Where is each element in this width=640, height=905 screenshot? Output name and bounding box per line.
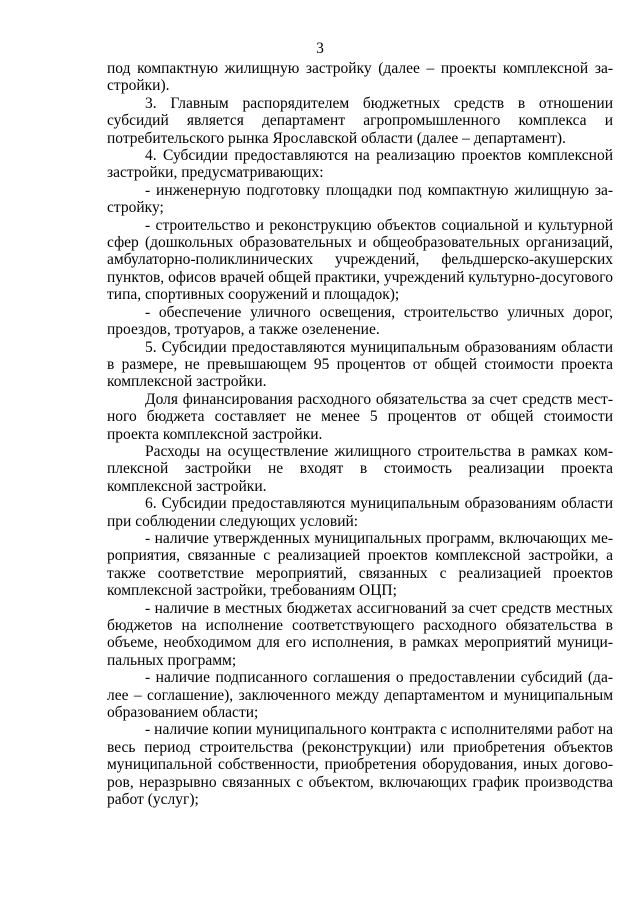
paragraph-item-6: 6. Субсидии предоставляются муниципальным образованиям области при соблюдении следующих условий:: [107, 495, 613, 530]
list-item-street-lighting: - обеспечение уличного освещения, строительство уличных дорог, проездов, тротуаров, а также озеленение.: [107, 303, 613, 339]
paragraph-item-5: 5. Субсидии предоставляются муниципальным образованиям области в размере, не превышающем 95 процентов от общей стоимости проекта комплексной застройки.: [107, 338, 613, 391]
list-item-budget-allocations: - наличие в местных бюджетах ассигнований за счет средств местных бюджетов на исполнение соответствующего расходного обязательства в объеме, необходимом для его исполнения, в рамках мероприятий муниципальных программ;: [107, 599, 613, 669]
list-item-engineering-preparation: - инженерную подготовку площадки под компактную жилищную застройку;: [107, 181, 613, 217]
list-item-municipal-contract: - наличие копии муниципального контракта с исполнителями работ на весь период строительства (реконструкции) или приобретения объектов муниципальной собственности, приобретения оборудования, иных договоров, неразрывно связанных с объектом, включающих график производства работ (услуг);: [107, 721, 613, 809]
paragraph-item-4: 4. Субсидии предоставляются на реализацию проектов комплексной застройки, предусматривающих:: [107, 147, 613, 182]
paragraph-local-budget-share: Доля финансирования расходного обязательства за счет средств местного бюджета составляет не менее 5 процентов от общей стоимости проекта комплексной застройки.: [107, 390, 613, 443]
paragraph-item-3: 3. Главным распорядителем бюджетных средств в отношении субсидий является департамент агропромышленного комплекса и потребительского рынка Ярославской области (далее – департамент).: [107, 94, 613, 147]
list-item-municipal-programs: - наличие утвержденных муниципальных программ, включающих мероприятия, связанные с реализацией проектов комплексной застройки, а также соответствие мероприятий, связанных с реализацией проектов комплексной застройки, требованиям ОЦП;: [107, 529, 613, 600]
paragraph-housing-costs: Расходы на осуществление жилищного строительства в рамках комплексной застройки не входят в стоимость реализации проекта комплексной застройки.: [107, 442, 613, 495]
document-body: [107, 60, 613, 808]
paragraph-continuation: под компактную жилищную застройку (далее – проекты комплексной застройки).: [107, 60, 613, 95]
page-number: 3: [316, 40, 324, 57]
list-item-social-objects: - строительство и реконструкцию объектов социальной и культурной сфер (дошкольных образовательных и общеобразовательных организаций, амбулаторно-поликлинических учреждений, фельдшерско-акушерских пунктов, офисов врачей общей практики, учреждений культурно-досугового типа, спортивных сооружений и площадок);: [107, 216, 613, 304]
list-item-signed-agreement: - наличие подписанного соглашения о предоставлении субсидий (далее – соглашение), заключенного между департаментом и муниципальным образованием области;: [107, 669, 613, 722]
